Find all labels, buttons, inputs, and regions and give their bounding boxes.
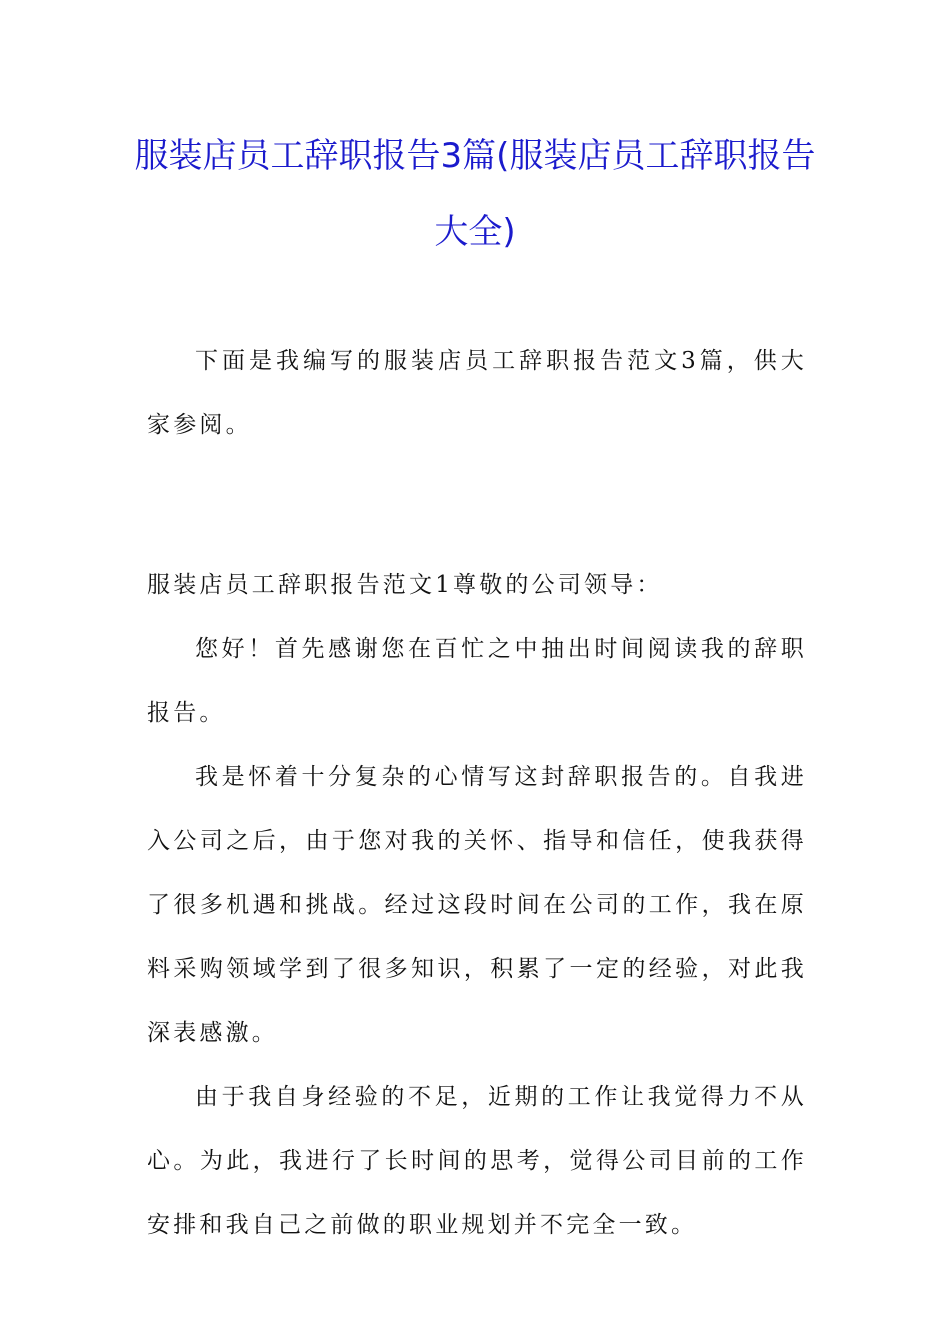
document-title: 服装店员工辞职报告3篇(服装店员工辞职报告大全) — [134, 136, 816, 252]
section-heading: 服装店员工辞职报告范文1尊敬的公司领导： — [147, 572, 663, 598]
section-1 — [147, 553, 807, 1257]
body-paragraph: 由于我自身经验的不足，近期的工作让我觉得力不从心。为此，我进行了长时间的思考，觉得公司目前的工作安排和我自己之前做的职业规划并不完全一致。 — [147, 1084, 807, 1238]
body-paragraph: 我是怀着十分复杂的心情写这封辞职报告的。自我进入公司之后，由于您对我的关怀、指导和信任，使我获得了很多机遇和挑战。经过这段时间在公司的工作，我在原料采购领域学到了很多知识，积累了一定的经验，对此我深表感激。 — [147, 764, 807, 1046]
body-paragraph: 您好！首先感谢您在百忙之中抽出时间阅读我的辞职报告。 — [147, 636, 807, 726]
intro-paragraph: 下面是我编写的服装店员工辞职报告范文3篇，供大家参阅。 — [147, 348, 807, 438]
intro-block — [147, 329, 807, 457]
